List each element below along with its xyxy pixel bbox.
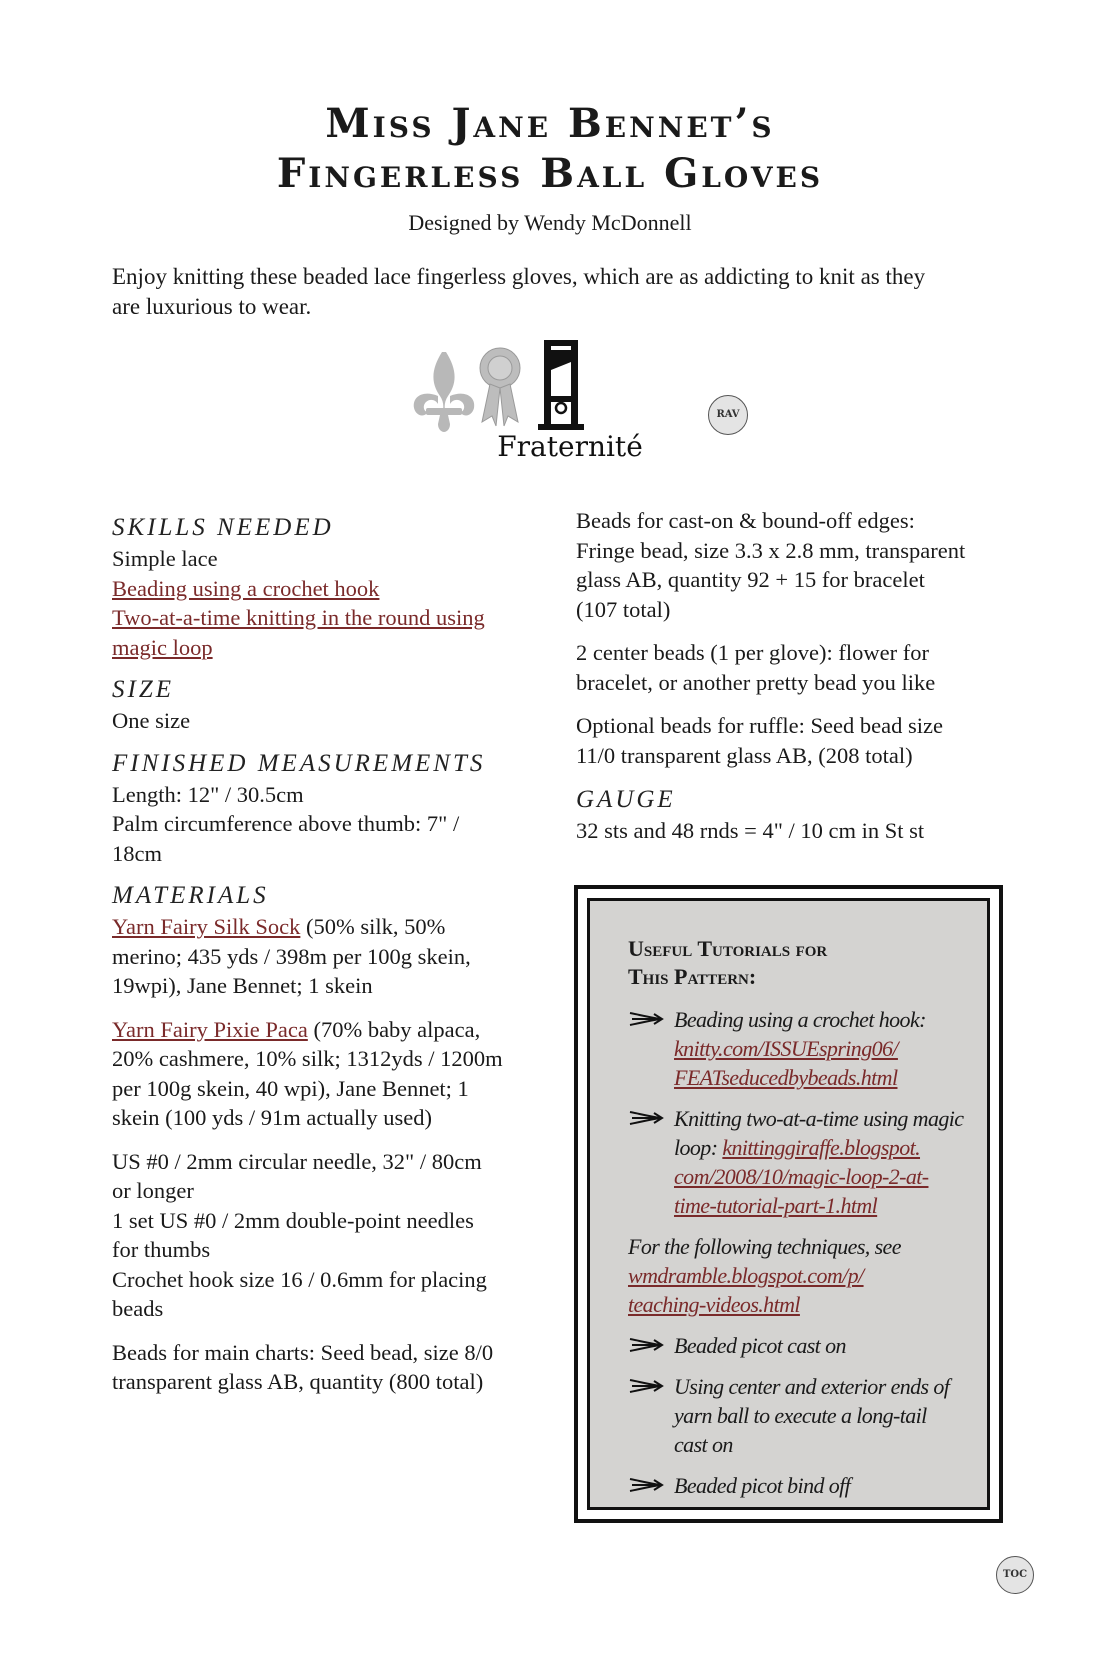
measurement-palm: 18cm [112,840,162,866]
material-beads-main [112,1338,542,1397]
beads-text: bracelet, or another pretty bead you like [576,669,936,695]
tutorial-link-giraffe-cont[interactable] [674,1162,968,1220]
tutorial-link-text: teaching-videos.html [628,1292,800,1317]
tutorial-link-text: knitty.com/ISSUEspring06/ [674,1036,898,1061]
skill-link-text: Two-at-a-time knitting in the round using [112,605,485,630]
technique-item [628,1372,968,1459]
skill-link-text: magic loop [112,634,213,660]
yarn-1-text: (50% silk, 50% [300,914,446,939]
measurement-length: Length: 12" / 30.5cm [112,781,304,807]
arrow-bullet-icon [628,1475,664,1495]
material-tools [112,1147,542,1324]
tutorial-item-magic-loop [628,1104,968,1220]
left-column [112,512,542,1411]
material-beads-center [576,638,1016,697]
tool-text: beads [112,1296,164,1321]
material-yarn-2 [112,1015,542,1133]
tutorial-link-text: FEATseducedbybeads.html [674,1065,898,1090]
beads-text: Beads for main charts: Seed bead, size 8/0 [112,1339,494,1365]
gauge-value: 32 sts and 48 rnds = 4" / 10 cm in St st [576,818,925,843]
material-beads-edge [576,506,1016,624]
tutorials-title-line: Useful Tutorials for [628,936,828,961]
beads-text: 2 center beads (1 per glove): flower for [576,640,929,665]
fleur-de-lis-icon [414,352,474,432]
yarn-2-link[interactable]: Yarn Fairy Pixie Paca [112,1016,308,1042]
tool-text: for thumbs [112,1237,211,1262]
guillotine-icon [538,340,584,430]
tutorial-text: loop: [674,1135,723,1160]
arrow-bullet-icon [628,1009,664,1029]
skill-link-two-at-a-time[interactable] [112,603,542,662]
beads-text: Fringe bead, size 3.3 x 2.8 mm, transparent [576,537,966,563]
size-value: One size [112,708,191,733]
yarn-1-text: 19wpi), Jane Bennet; 1 skein [112,973,373,998]
section-heading-size: SIZE [112,676,174,703]
measurements-list [112,780,542,869]
material-yarn-1 [112,912,542,1001]
skill-link-beading[interactable]: Beading using a crochet hook [112,575,380,601]
technique-text: yarn ball to execute a long-tail [674,1403,927,1428]
yarn-2-text: 20% cashmere, 10% silk; 1312yds / 1200m [112,1046,503,1071]
yarn-2-text: skein (100 yds / 91m actually used) [112,1105,432,1130]
yarn-1-text: merino; 435 yds / 398m per 100g skein, [112,943,471,969]
page-title-line-1: Miss Jane Bennet’s [325,100,775,147]
arrow-bullet-icon [628,1108,664,1128]
material-beads-ruffle [576,711,1016,770]
tutorial-text: Beading using a crochet hook: [674,1007,926,1032]
skills-list [112,544,542,662]
tutorial-see-also [628,1232,968,1319]
section-heading-materials: MATERIALS [112,882,269,909]
section-heading-skills: SKILLS NEEDED [112,514,334,541]
beads-text: (107 total) [576,596,671,622]
intro-paragraph [112,262,1002,322]
beads-text: Optional beads for ruffle: Seed bead size [576,713,943,738]
intro-line: Enjoy knitting these beaded lace fingerless gloves, which are as addicting to knit as they [112,264,926,289]
tutorial-item-beading [628,1005,968,1092]
tutorial-link-wmdramble[interactable] [628,1261,968,1319]
intro-line: are luxurious to wear. [112,294,312,319]
tutorial-link-text: com/2008/10/magic-loop-2-at- [674,1164,929,1189]
ravelry-badge[interactable]: RAV [708,395,748,435]
section-heading-gauge: GAUGE [576,786,676,813]
tool-text: Crochet hook size 16 / 0.6mm for placing [112,1266,487,1292]
technique-text: cast on [674,1432,733,1457]
beads-text: 11/0 transparent glass AB, (208 total) [576,742,913,768]
tool-text: US #0 / 2mm circular needle, 32" / 80cm [112,1148,482,1174]
technique-item [628,1331,968,1360]
designer-credit: Designed by Wendy McDonnell [408,210,692,235]
yarn-2-text: per 100g skein, 40 wpi), Jane Bennet; 1 [112,1075,469,1101]
section-heading-measurements: FINISHED MEASUREMENTS [112,749,486,777]
tool-text: or longer [112,1178,194,1203]
technique-text: Using center and exterior ends of [674,1374,950,1399]
tutorial-link-knitty[interactable] [674,1034,968,1092]
tutorial-link-giraffe[interactable]: knittinggiraffe.blogspot. [722,1135,921,1160]
tutorial-link-text: wmdramble.blogspot.com/p/ [628,1263,864,1288]
arrow-bullet-icon [628,1335,664,1355]
technique-text: Beaded picot bind off [674,1473,851,1498]
yarn-1-link[interactable]: Yarn Fairy Silk Sock [112,914,301,939]
beads-text: transparent glass AB, quantity (800 total) [112,1369,484,1394]
tutorials-title-line: This Pattern: [628,964,757,989]
beads-text: glass AB, quantity 92 + 15 for bracelet [576,567,925,592]
tool-text: 1 set US #0 / 2mm double-point needles [112,1207,474,1233]
tutorials-title [628,935,968,991]
tutorials-content [628,935,968,1512]
toc-badge[interactable]: TOC [996,1556,1034,1594]
logo-caption: Fraternité [497,430,643,463]
tutorial-text: For the following techniques, see [628,1234,901,1259]
skill-item: Simple lace [112,546,218,571]
measurement-palm: Palm circumference above thumb: 7" / [112,811,460,836]
technique-item [628,1471,968,1500]
yarn-2-text: (70% baby alpaca, [307,1016,481,1042]
arrow-bullet-icon [628,1376,664,1396]
tutorials-box-inner [587,898,990,1510]
page-title-line-2: Fingerless Ball Gloves [276,150,824,197]
beads-text: Beads for cast-on & bound-off edges: [576,508,915,533]
right-column [576,506,1016,858]
tutorial-link-text: time-tutorial-part-1.html [674,1193,878,1218]
tutorial-text: Knitting two-at-a-time using magic [674,1106,964,1131]
technique-text: Beaded picot cast on [674,1333,846,1358]
tutorials-box [574,885,1003,1523]
award-ribbon-icon [480,348,520,426]
